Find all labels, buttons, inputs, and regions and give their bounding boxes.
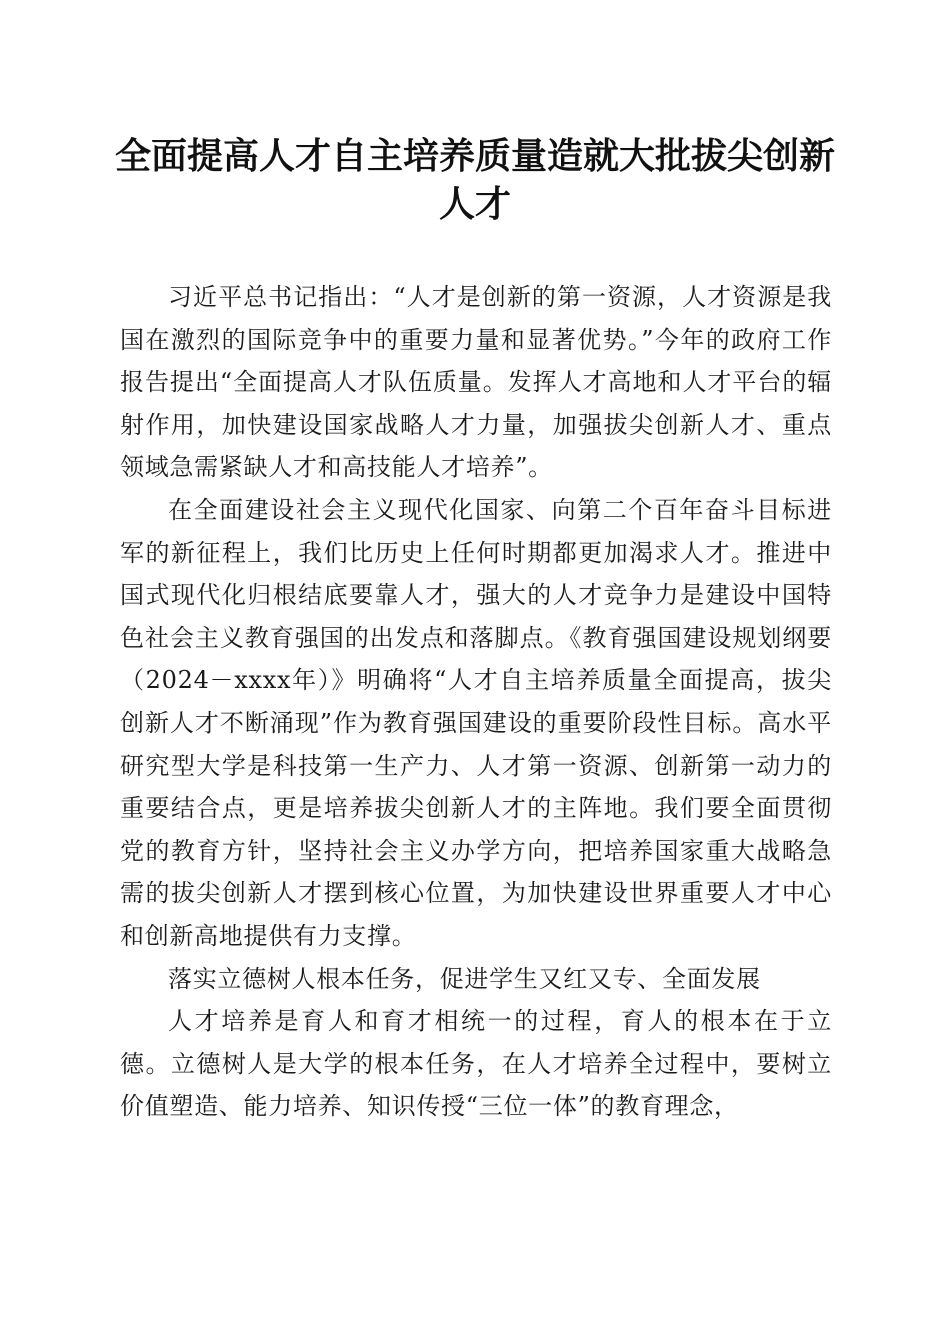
document-title: 全面提高人才自主培养质量造就大批拔尖创新人才 [114, 135, 835, 225]
section-heading-moral-education: 落实立德树人根本任务，促进学生又红又专、全面发展 [168, 964, 761, 993]
paragraph-talent-cultivation: 人才培养是育人和育才相统一的过程，育人的根本在于立德。立德树人是大学的根本任务，在人才培养全过程中，要树立价值塑造、能力培养、知识传授“三位一体”的教育理念， [120, 1007, 832, 1121]
paragraph-intro-quote: 习近平总书记指出：“人才是创新的第一资源，人才资源是我国在激烈的国际竞争中的重要力量和显著优势。”今年的政府工作报告提出“全面提高人才队伍质量。发挥人才高地和人才平台的辐射作用，加快建设国家战略人才力量，加强拔尖创新人才、重点领域急需紧缺人才和高技能人才培养”。 [120, 283, 832, 482]
document-body [120, 276, 832, 1128]
paragraph-new-journey: 在全面建设社会主义现代化国家、向第二个百年奋斗目标进军的新征程上，我们比历史上任何时期都更加渴求人才。推进中国式现代化归根结底要靠人才，强大的人才竞争力是建设中国特色社会主义教育强国的出发点和落脚点。《教育强国建设规划纲要（2024－xxxx年）》明确将“人才自主培养质量全面提高，拔尖创新人才不断涌现”作为教育强国建设的重要阶段性目标。高水平研究型大学是科技第一生产力、人才第一资源、创新第一动力的重要结合点，更是培养拔尖创新人才的主阵地。我们要全面贯彻党的教育方针，坚持社会主义办学方向，把培养国家重大战略急需的拔尖创新人才摆到核心位置，为加快建设世界重要人才中心和创新高地提供有力支撑。 [120, 495, 832, 950]
